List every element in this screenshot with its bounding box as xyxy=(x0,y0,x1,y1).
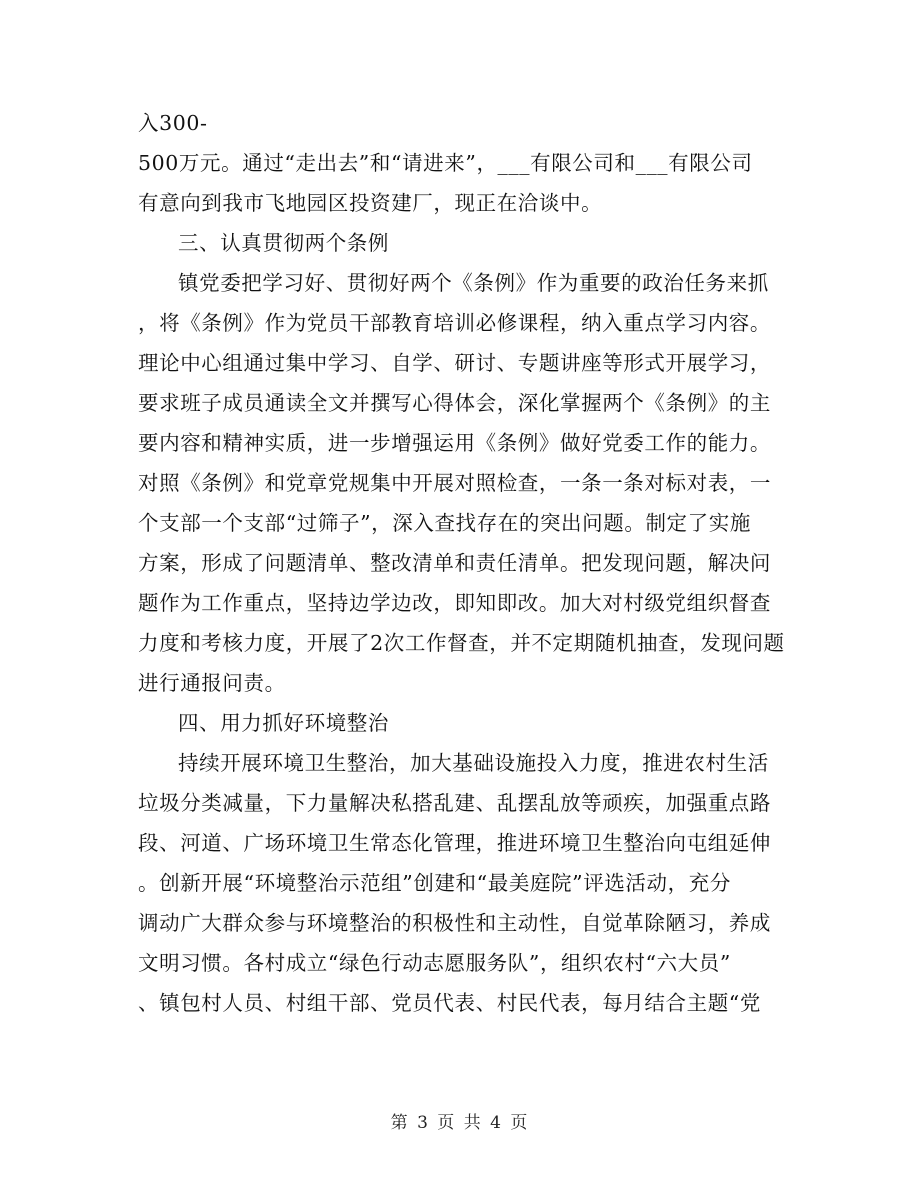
text-line: 对照《条例》和党章党规集中开展对照检查，一条一条对标对表，一 xyxy=(138,471,771,495)
text-line: 段、河道、广场环境卫生常态化管理，推进环境卫生整治向屯组延伸 xyxy=(138,831,771,855)
text-line: 镇党委把学习好、贯彻好两个《条例》作为重要的政治任务来抓 xyxy=(178,271,769,295)
text-line: 文明习惯。各村成立“绿色行动志愿服务队”，组织农村“六大员” xyxy=(138,951,731,975)
page-footer: 第 3 页 共 4 页 xyxy=(390,1113,530,1133)
text-line: 题作为工作重点，坚持边学边改，即知即改。加大对村级党组织督查 xyxy=(138,591,771,615)
text-line: 500万元。通过“走出去”和“请进来”，___有限公司和___有限公司 xyxy=(138,151,753,175)
text-line: 要求班子成员通读全文并撰写心得体会，深化掌握两个《条例》的主 xyxy=(138,391,771,415)
text-line: 理论中心组通过集中学习、自学、研讨、专题讲座等形式开展学习， xyxy=(138,351,771,375)
text-line: 。创新开展“环境整治示范组”创建和“最美庭院”评选活动，充分 xyxy=(138,871,731,895)
text-line: 力度和考核力度，开展了2次工作督查，并不定期随机抽查，发现问题 xyxy=(138,631,785,655)
text-line: 方案，形成了问题清单、整改清单和责任清单。把发现问题，解决问 xyxy=(138,551,771,575)
text-line: 持续开展环境卫生整治，加大基础设施投入力度，推进农村生活 xyxy=(178,751,769,775)
text-line: ，将《条例》作为党员干部教育培训必修课程，纳入重点学习内容。 xyxy=(138,311,771,335)
text-line: 进行通报问责。 xyxy=(138,671,286,695)
text-line: 有意向到我市飞地园区投资建厂，现正在洽谈中。 xyxy=(138,191,603,215)
text-line: 要内容和精神实质，进一步增强运用《条例》做好党委工作的能力。 xyxy=(138,431,771,455)
text-line: 四、用力抓好环境整治 xyxy=(178,711,389,735)
text-line: 垃圾分类减量，下力量解决私搭乱建、乱摆乱放等顽疾，加强重点路 xyxy=(138,791,771,815)
document-body xyxy=(138,103,798,1023)
text-line: 三、认真贯彻两个条例 xyxy=(178,231,389,255)
text-line: 个支部一个支部“过筛子”，深入查找存在的突出问题。制定了实施 xyxy=(138,511,751,535)
text-line: 入300- xyxy=(138,111,208,135)
text-line: 调动广大群众参与环境整治的积极性和主动性，自觉革除陋习，养成 xyxy=(138,911,771,935)
text-line: 、镇包村人员、村组干部、党员代表、村民代表，每月结合主题“党 xyxy=(138,991,761,1015)
